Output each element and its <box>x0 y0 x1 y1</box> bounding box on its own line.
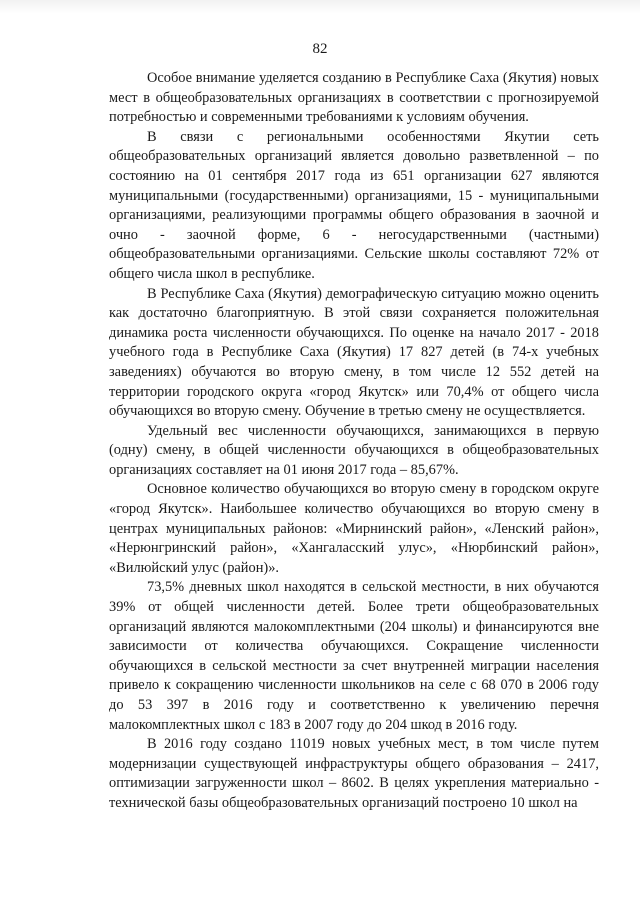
paragraph-demographics-shifts: В Республике Саха (Якутия) демографическую ситуацию можно оценить как достаточно благоприятную. В этой связи сохраняется положительная динамика роста численности обучающихся. По оценке на начало 2017 - 2018 учебного года в Республике Саха (Якутия) 17 827 детей (в 74-х учебных заведениях) обучаются во вторую смену, в том числе 12 552 детей на территории городского округа «город Якутск» или 70,4% от общего числа обучающихся во вторую смену. Обучение в третью смену не осуществляется. <box>109 285 599 420</box>
paragraph-first-shift-share: Удельный вес численности обучающихся, занимающихся в первую (одну) смену, в общей численности обучающихся в общеобразовательных организациях составляет на 01 июня 2017 года – 85,67%. <box>109 422 599 478</box>
scan-edge-shadow <box>0 0 640 14</box>
document-body <box>109 69 599 814</box>
paragraph-new-school-places: Особое внимание уделяется созданию в Республике Саха (Якутия) новых мест в общеобразовательных организациях в соответствии с прогнозируемой потребностью и современными требованиями к условиям обучения. <box>109 70 599 126</box>
page-number: 82 <box>312 41 328 57</box>
paragraph-second-shift-districts: Основное количество обучающихся во вторую смену в городском округе «город Якутск». Наибольшее количество обучающихся во вторую смену в центрах муниципальных районов: «Мирнинский район», «Ленский район», «Нерюнгринский район», «Хангаласский улус», «Нюрбинский район», «Вилюйский улус (район)». <box>109 481 599 576</box>
paragraph-new-places-2016: В 2016 году создано 11019 новых учебных мест, в том числе путем модернизации существующей инфраструктуры общего образования – 2417, оптимизации загруженности школ – 8602. В целях укрепления материально - технической базы общеобразовательных организаций построено 10 школ на <box>109 736 599 811</box>
paragraph-rural-schools: 73,5% дневных школ находятся в сельской местности, в них обучаются 39% от общей численности детей. Более трети общеобразовательных организаций являются малокомплектными (204 школы) и финансируются вне зависимости от количества обучающихся. Сокращение численности обучающихся в сельской местности за счет внутренней миграции населения привело к сокращению численности школьников на селе с 68 070 в 2006 году до 53 397 в 2016 году и соответственно к увеличению перечня малокомплектных школ с 183 в 2007 году до 204 шкод в 2016 году. <box>109 579 599 733</box>
paragraph-school-network: В связи с региональными особенностями Якутии сеть общеобразовательных организаций является довольно разветвленной – по состоянию на 01 сентября 2017 года из 651 организации 627 являются муниципальными (государственными) организациями, 15 - муниципальными организациями, реализующими программы общего образования в заочной и очно - заочной форме, 6 - негосударственными (частными) общеобразовательными организациями. Сельские школы составляют 72% от общего числа школ в республике. <box>109 128 599 282</box>
